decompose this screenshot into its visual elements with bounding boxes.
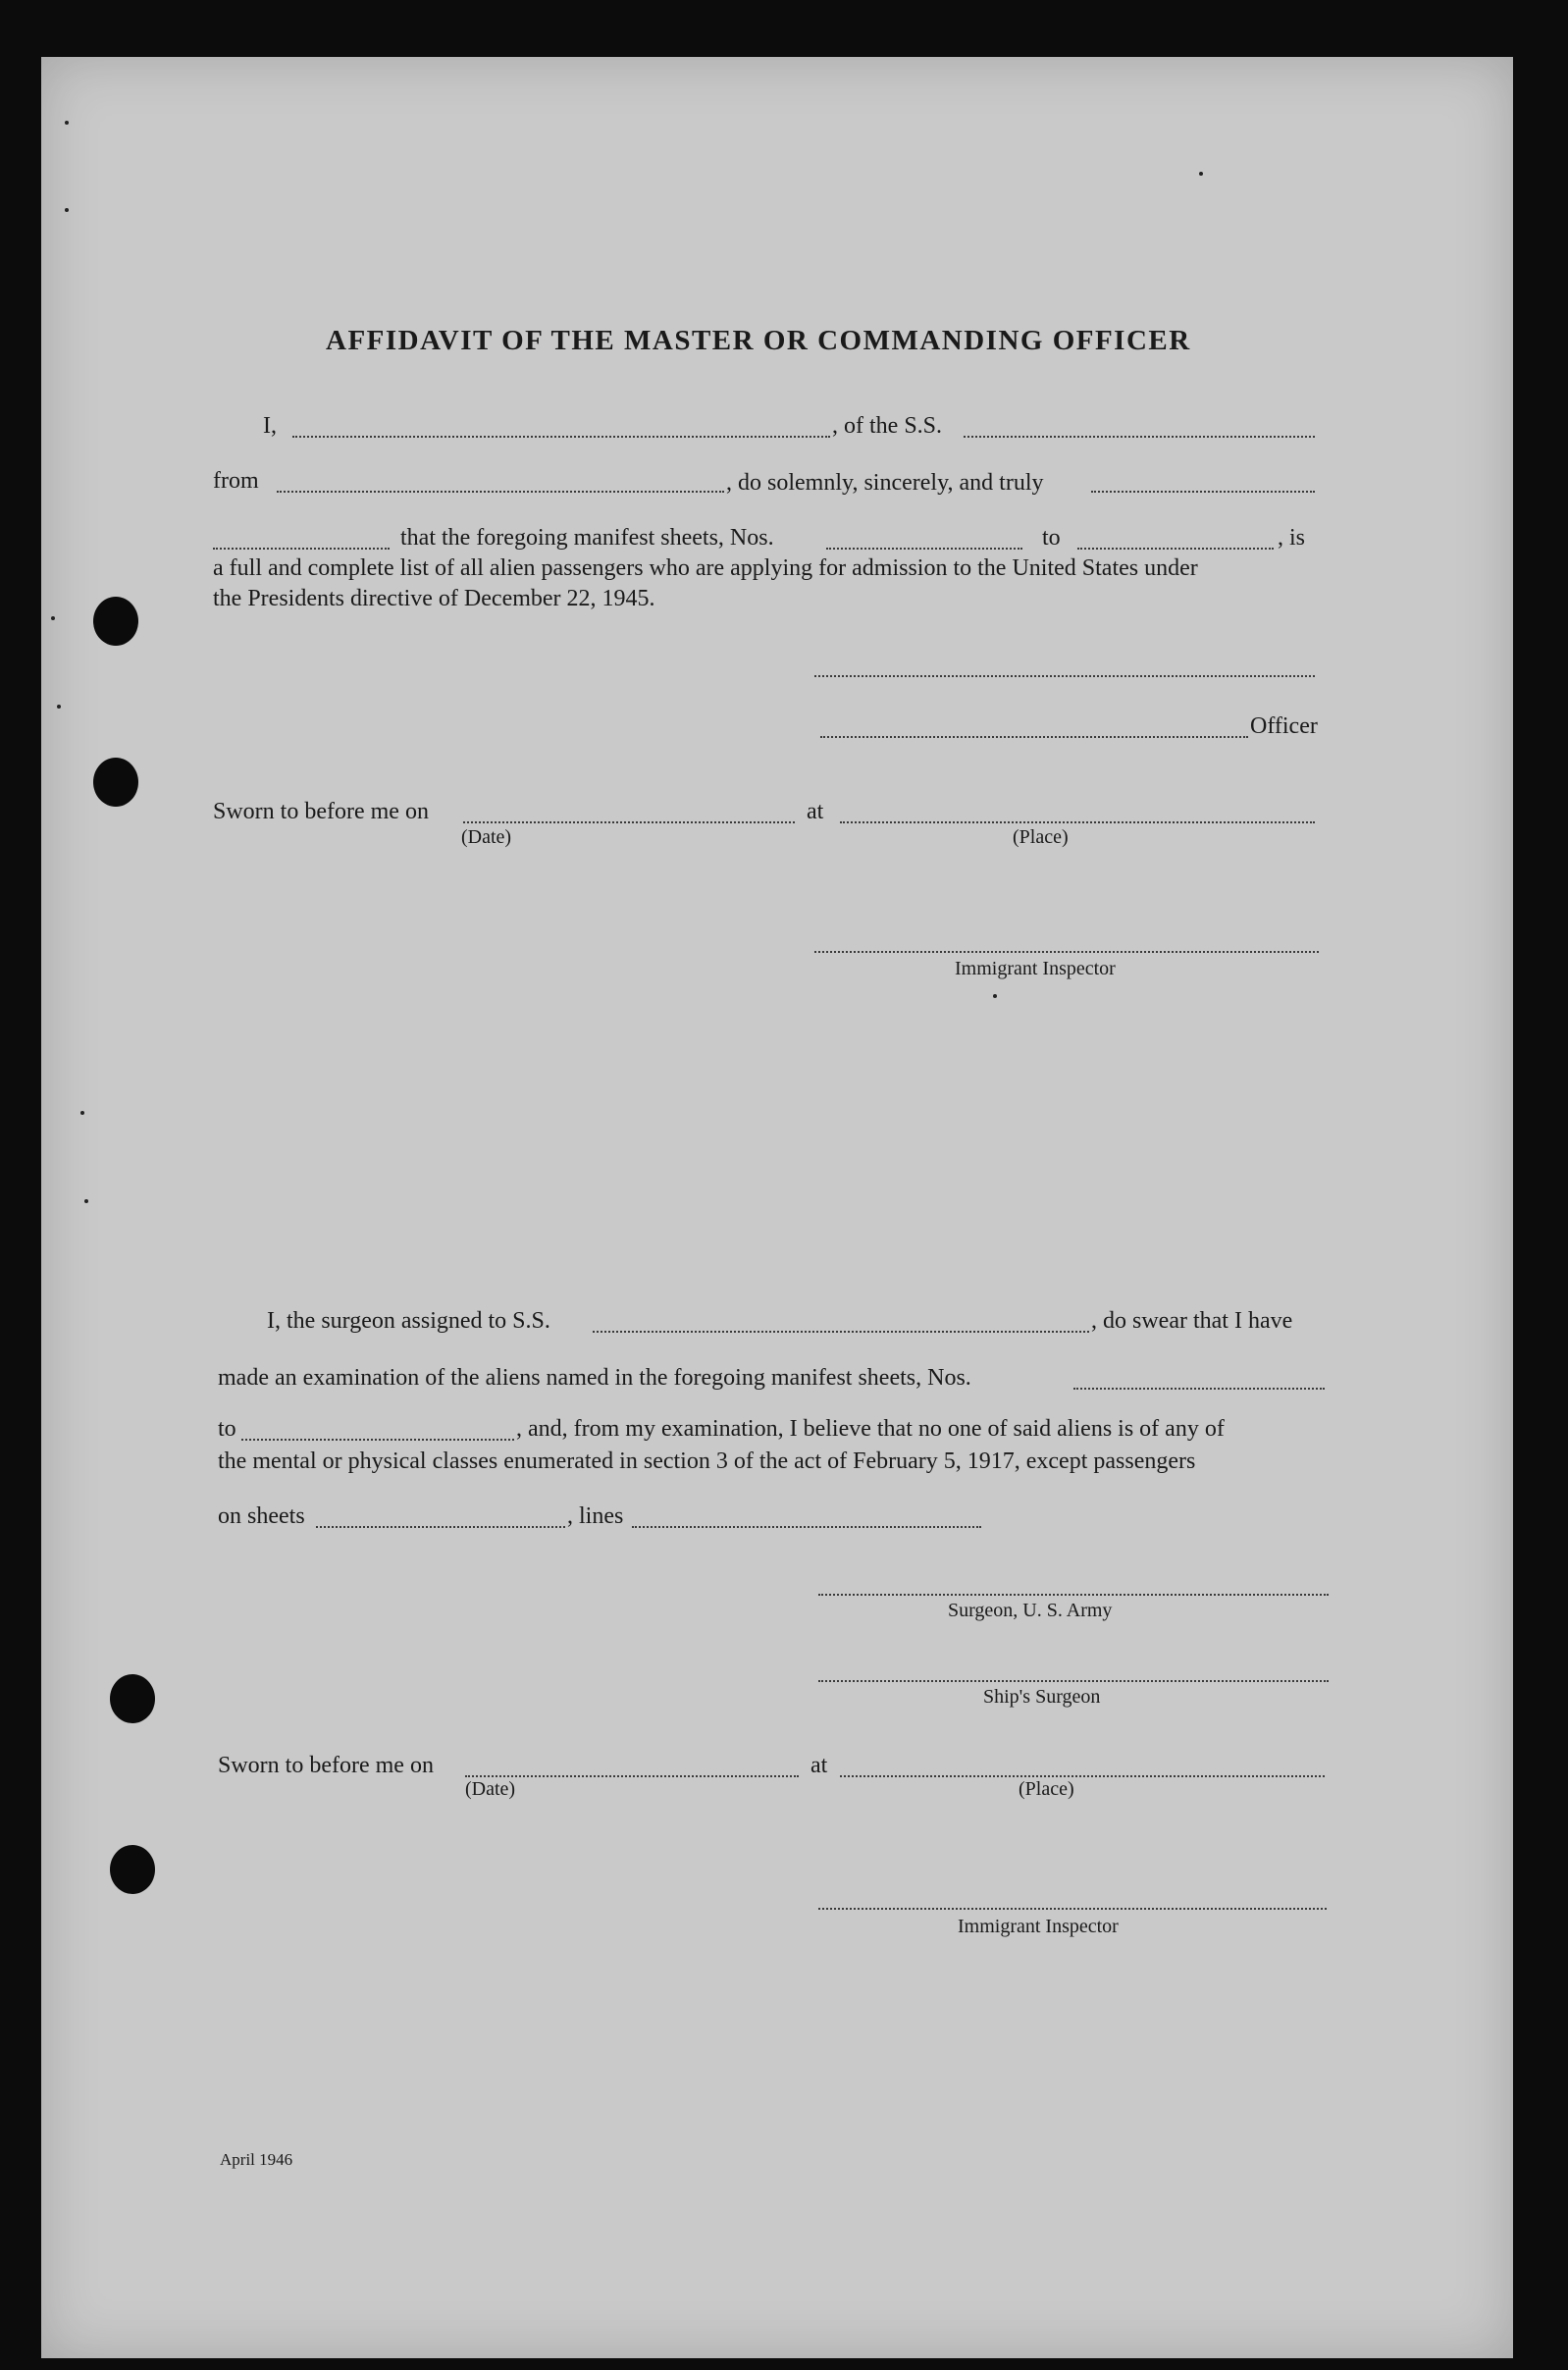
ship-surgeon-signature-field[interactable] [818,1678,1329,1682]
speck [65,121,69,125]
master-ship-field[interactable] [964,434,1315,438]
master-signature-field[interactable] [814,673,1315,677]
surgeon-date-caption: (Date) [465,1778,516,1800]
surgeon-at-label: at [810,1753,828,1778]
speck [51,616,55,620]
master-i-label: I, [263,413,277,439]
master-manifest-text: that the foregoing manifest sheets, Nos. [400,525,774,551]
document-page [41,57,1513,2358]
speck [65,208,69,212]
master-nos-to-field[interactable] [1077,546,1274,550]
surgeon-sheets-label: on sheets [218,1503,305,1529]
form-date: April 1946 [220,2150,293,2169]
master-sworn-label: Sworn to before me on [213,799,429,824]
surgeon-sworn-date-field[interactable] [465,1773,799,1777]
surgeon-line3-rest: , and, from my examination, I believe that no one of said aliens is of any of [516,1416,1225,1442]
surgeon-sworn-place-field[interactable] [840,1773,1325,1777]
surgeon-sheets-field[interactable] [316,1524,565,1528]
master-statement-line5: the Presidents directive of December 22, 1945. [213,586,655,611]
master-sworn-date-field[interactable] [463,819,795,823]
speck [57,705,61,709]
master-from-field[interactable] [277,489,724,493]
master-sworn-place-field[interactable] [840,819,1315,823]
master-truly-field[interactable] [1091,489,1315,493]
master-inspector-signature-field[interactable] [814,949,1319,953]
punch-hole [110,1845,155,1894]
surgeon-army-signature-field[interactable] [818,1592,1329,1596]
surgeon-lines-field[interactable] [632,1524,981,1528]
speck [993,994,997,998]
speck [84,1199,88,1203]
master-at-label: at [807,799,824,824]
surgeon-line1-end: , do swear that I have [1091,1308,1293,1334]
ship-surgeon-label: Ship's Surgeon [983,1686,1101,1708]
punch-hole [93,597,138,646]
surgeon-inspector-signature-field[interactable] [818,1906,1327,1910]
surgeon-ship-field[interactable] [593,1329,1089,1333]
surgeon-inspector-label: Immigrant Inspector [958,1916,1119,1937]
surgeon-nos-from-field[interactable] [1073,1386,1325,1390]
officer-signature-field[interactable] [820,734,1248,738]
master-place-caption: (Place) [1013,826,1069,848]
master-swear-text: , do solemnly, sincerely, and truly [726,470,1044,496]
punch-hole [93,758,138,807]
surgeon-line1: I, the surgeon assigned to S.S. [267,1308,550,1334]
master-statement-line4: a full and complete list of all alien passengers who are applying for admission to the United States under [213,555,1198,581]
speck [80,1111,84,1115]
surgeon-to-label: to [218,1416,236,1442]
speck [1199,172,1203,176]
page-title: AFFIDAVIT OF THE MASTER OR COMMANDING OFFICER [326,325,1191,356]
master-prefix-field[interactable] [213,546,390,550]
surgeon-nos-to-field[interactable] [241,1437,514,1441]
surgeon-sworn-label: Sworn to before me on [218,1753,434,1778]
master-to-label: to [1042,525,1061,551]
master-inspector-label: Immigrant Inspector [955,958,1116,979]
surgeon-army-label: Surgeon, U. S. Army [948,1600,1113,1621]
surgeon-lines-label: , lines [567,1503,624,1529]
surgeon-line4: the mental or physical classes enumerated in section 3 of the act of February 5, 1917, except passengers [218,1448,1196,1474]
master-name-field[interactable] [292,434,830,438]
master-date-caption: (Date) [461,826,512,848]
master-nos-from-field[interactable] [826,546,1022,550]
master-is-label: , is [1278,525,1306,551]
surgeon-place-caption: (Place) [1019,1778,1074,1800]
master-ss-label: , of the S.S. [832,413,943,439]
officer-label: Officer [1250,713,1318,739]
surgeon-line2: made an examination of the aliens named in the foregoing manifest sheets, Nos. [218,1365,971,1391]
master-from-label: from [213,468,259,494]
punch-hole [110,1674,155,1723]
